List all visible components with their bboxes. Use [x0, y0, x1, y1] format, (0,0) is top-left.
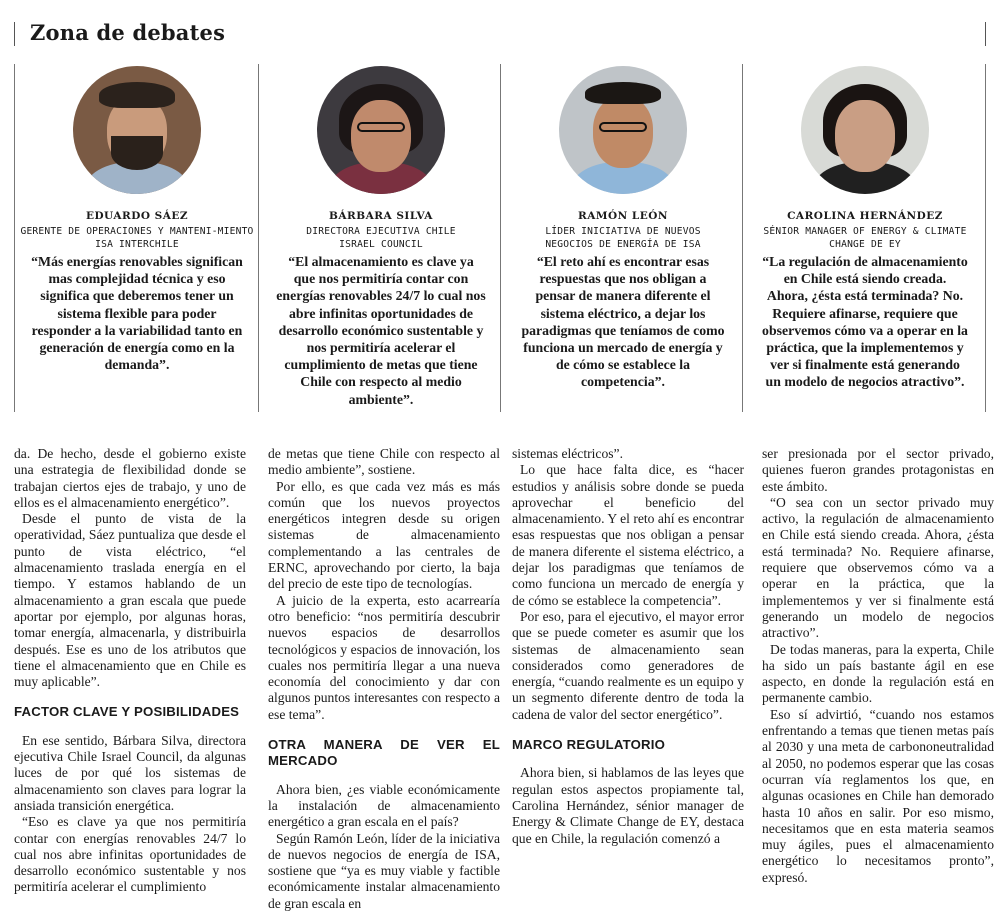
paragraph: ser presionada por el sector privado, quienes fueron grandes protagonistas en este ámbito.: [762, 446, 994, 494]
portrait-photo: [73, 66, 201, 194]
panelist-card-leon: [500, 66, 746, 391]
panelist-name: CAROLINA HERNÁNDEZ: [787, 210, 943, 222]
section-heading: MARCO REGULATORIO: [512, 737, 666, 753]
paragraph: sistemas eléctricos”.: [512, 446, 623, 461]
panelist-quote: “Más energías renovables significan mas complejidad técnica y eso significa que deberemos tener un sistema flexible para poder responder a la variabilidad tanto en generación de energía como en la demanda”.: [31, 254, 243, 373]
paragraph: Según Ramón León, líder de la iniciativa de nuevos negocios de energía de ISA, sostiene que “ya es muy viable y factible económicamente instalar almacenamiento de gran escala en: [268, 830, 500, 911]
paragraph: da. De hecho, desde el gobierno existe una estrategia de flexibilidad donde se trabajan ciertos ejes de trabajo, y uno de ellos es el almacenamiento energético”.: [14, 446, 246, 510]
panelist-quote: “El almacenamiento es clave ya que nos permitiría contar con energías renovables 24/7 lo cual nos abre infinitas oportunidades de desarrollo económico sustentable y nos permitiría acelerar el cumplimiento de metas que tiene Chile con respecto al medio ambiente”.: [276, 254, 486, 407]
panelist-role: SÉNIOR MANAGER OF ENERGY & CLIMATE CHANGE DE EY: [763, 226, 967, 250]
panelist-quote: “El reto ahí es encontrar esas respuestas que nos obligan a pensar de manera diferente el sistema eléctrico, a dejar los paradigmas que teníamos de como funciona un mercado de energía y de cómo se establece la competencia”.: [521, 254, 725, 390]
section-heading: FACTOR CLAVE Y POSIBILIDADES: [14, 704, 240, 720]
paragraph: Desde el punto de vista de la operatividad, Sáez puntualiza que desde el punto de vista eléctrico, “el almacenamiento traslada energía en el tiempo. Y estamos hablando de un almacenamiento a gran escala que puede aportar por ejemplo, por algunas horas, tomar energía, almacenarla, y distribuirla después. Ese es uno de los atributos que tiene el almacenamiento que en Chile es muy aplicable”.: [14, 511, 246, 690]
paragraph: “O sea con un sector privado muy activo, la regulación de almacenamiento en Chile está siendo creada. Ahora, ¿ésta está terminada? No. Requiere afinarse, requiere que observemos cómo va a operar en la práctica, que la implementemos y ver si finalmente está generando un modelo de negocios atractivo”.: [762, 494, 994, 641]
portrait-photo: [317, 66, 445, 194]
paragraph: A juicio de la experta, esto acarrearía otro beneficio: “nos permitiría descubrir nuevos espacios de desarrollos tecnológicos y espacios de innovación, los cuales nos permitiría llegar a una nueva economía del conocimiento y dar con algunos puntos interesantes con respecto a ese tema”.: [268, 592, 500, 722]
panelist-role: GERENTE DE OPERACIONES Y MANTENI-MIENTO ISA INTERCHILE: [20, 226, 254, 250]
article-column-4: [762, 446, 994, 886]
article-column-3: [512, 446, 744, 847]
panelist-role: DIRECTORA EJECUTIVA CHILE ISRAEL COUNCIL: [306, 226, 456, 250]
right-rule: [985, 22, 986, 46]
left-rule: [14, 22, 15, 46]
paragraph: De todas maneras, para la experta, Chile ha sido un país bastante ágil en ese aspecto, en donde la regulación está en permanente cambio.: [762, 641, 994, 706]
paragraph: Por eso, para el ejecutivo, el mayor error que se puede cometer es asumir que los sistemas de almacenamiento sean considerados como generadores de energía, “cuando realmente es un equipo y un segmento diferente dentro de toda la cadena de valor del sector energético”.: [512, 608, 744, 722]
panelist-name: BÁRBARA SILVA: [329, 210, 433, 222]
paragraph: Por ello, es que cada vez más es más común que los nuevos proyectos energéticos integren desde su origen sistemas de almacenamiento complementando a las centrales de ERNC, aprovechando por cierto, la baja del precio de este tipo de tecnologías.: [268, 478, 500, 592]
panelist-name: RAMÓN LEÓN: [577, 210, 669, 222]
paragraph: de metas que tiene Chile con respecto al medio ambiente”, sostiene.: [268, 446, 500, 478]
page-title: Zona de debates: [30, 20, 226, 45]
article-column-2: [268, 446, 500, 912]
paragraph: Eso sí advirtió, “cuando nos estamos enfrentando a temas que tienen metas país al 2030 y una meta de carbononeutralidad al 2050, no podemos esperar que las cosas ocurran vía reglamentos los que, en algunas ocasiones en Chile han demorado hasta 10 años en salir. Por eso mismo, necesitamos que en esta materia seamos muy ágiles, pues el almacenamiento energético lo necesitamos pronto”, expresó.: [762, 706, 994, 885]
paragraph: En ese sentido, Bárbara Silva, directora ejecutiva Chile Israel Council, da algunas luces de por qué los sistemas de almacenamiento son claves para lograr la ansiada transición energética.: [14, 732, 246, 813]
article-column-1: [14, 446, 246, 896]
portrait-photo: [801, 66, 929, 194]
paragraph: Ahora bien, ¿es viable económicamente la instalación de almacenamiento energético a gran escala en el país?: [268, 781, 500, 830]
portrait-photo: [559, 66, 687, 194]
section-heading: OTRA MANERA DE VER EL MERCADO: [268, 737, 500, 769]
paragraph: “Eso es clave ya que nos permitiría contar con energías renovables 24/7 lo cual nos abre infinitas oportunidades de desarrollo económico sustentable y nos permitiría acelerar el cumplimiento: [14, 814, 246, 895]
panelist-card-saez: [14, 66, 260, 373]
panelist-card-silva: [258, 66, 504, 408]
panelist-quote: “La regulación de almacenamiento en Chile está siendo creada. Ahora, ¿ésta está terminada? No. Requiere afinarse, requiere que observemos cómo va a operar en la práctica, que la implementemos y ver si finalmente está generando un modelo de negocios atractivo”.: [762, 254, 968, 390]
paragraph: Ahora bien, si hablamos de las leyes que regulan estos aspectos propiamente tal, Carolina Hernández, sénior manager de Energy & Climate Change de EY, destaca que en Chile, la regulación comenzó a: [512, 765, 744, 846]
panelist-name: EDUARDO SÁEZ: [85, 210, 189, 222]
paragraph: Lo que hace falta dice, es “hacer estudios y análisis sobre donde se pueda aprovechar el beneficio del almacenamiento. Y el reto ahí es encontrar esas respuestas que nos obligan a pensar de manera diferente el sistema eléctrico, a dejar los paradigmas que teníamos de como funciona un mercado de energía y de cómo se establece la competencia”.: [512, 462, 744, 608]
panelist-card-hernandez: [742, 66, 988, 391]
panelist-role: LÍDER INICIATIVA DE NUEVOS NEGOCIOS DE ENERGÍA DE ISA: [545, 226, 701, 250]
